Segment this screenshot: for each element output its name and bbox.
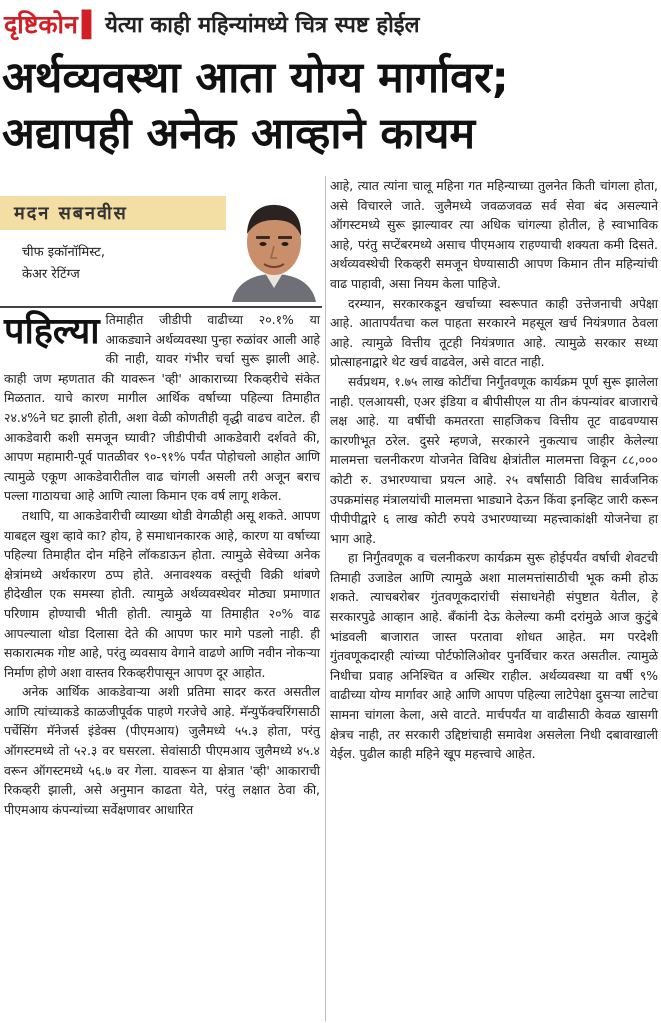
article-column-right (330, 176, 658, 764)
paragraph: सर्वप्रथम, १.७५ लाख कोटींचा निर्गुंतवणूक कार्यक्रम पूर्ण सुरू झालेला नाही. एलआयसी, एअर इंडिया व बीपीसीएल या तीन कंपन्यांवर बाजाराचे लक्ष आहे. या वर्षीची कमतरता साहजिकच वित्तीय तूट वाढवण्यास कारणीभूत ठरेल. दुसरे म्हणजे, सरकारने नुकत्याच जाहीर केलेल्या मालमत्ता चलनीकरण योजनेत विविध क्षेत्रांतील मालमत्ता विकून ८८,००० कोटी रु. उभारण्याचा प्रयत्न आहे. २५ वर्षांसाठी विविध सार्वजनिक उपक्रमांसह मंत्रालयांची मालमत्ता भाड्याने देऊन किंवा इनव्हिट जारी करून पीपीपीद्वारे ६ लाख कोटी रुपये उभारण्याच्या महत्त्वाकांक्षी योजनेचा हा भाग आहे. (330, 373, 658, 546)
paragraph (4, 310, 320, 506)
byline (0, 196, 322, 306)
byline-rule (0, 306, 322, 308)
author-photo (226, 196, 322, 302)
column-divider (325, 176, 326, 1021)
paragraph: अनेक आर्थिक आकडेवाऱ्या अशी प्रतिमा सादर करत असतील आणि त्यांच्याकडे काळजीपूर्वक पाहणे गरजेचे आहे. मॅन्युफॅक्चरिंगसाठी पर्चेसिंग मॅनेजर्स इंडेक्स (पीएमआय) जुलैमध्ये ५५.३ होता, परंतु ऑगस्टमध्ये तो ५२.३ वर घसरला. सेवांसाठी पीएमआय जुलैमध्ये ४५.४ वरून ऑगस्टमध्ये ५६.७ वर गेला. यावरून या क्षेत्रात 'व्ही' आकाराची रिकव्हरी झाली, असे अनुमान काढता येते, परंतु लक्षात ठेवा की, पीएमआय कंपन्यांच्या सर्वेक्षणावर आधारित (4, 684, 320, 817)
article-column-left (4, 310, 320, 819)
subheadline: येत्या काही महिन्यांमध्ये चित्र स्पष्ट होईल (105, 13, 420, 38)
author-name: मदन सबनवीस (0, 196, 238, 230)
headline-line-2: अद्यापही अनेक आव्हाने कायम (2, 109, 476, 159)
drop-cap: पहिल्या (4, 311, 100, 352)
author-title (22, 242, 105, 286)
kicker-row (0, 0, 661, 48)
headline-line-1: अर्थव्यवस्था आता योग्य मार्गावर; (2, 53, 509, 103)
paragraph: तथापि, या आकडेवारीची व्याख्या थोडी वेगळीही असू शकते. आपण याबद्दल खुश व्हावे का? होय, हे समाधानकारक आहे, कारण या वर्षाच्या पहिल्या तिमाहीत दोन महिने लॉकडाऊन होता. त्यामुळे सेवेच्या अनेक क्षेत्रांमध्ये अर्थकारण ठप्प होते. अनावश्यक वस्तूंची विक्री थांबणे हीदेखील एक समस्या होती. त्यामुळे अर्थव्यवस्थेवर मोठ्या प्रमाणात परिणाम होण्याची भीती होती. त्यामुळे या तिमाहीत २०% वाढ आपल्याला थोडा दिलासा देते की आपण फार मागे पडलो नाही. ही सकारात्मक गोष्ट आहे, परंतु व्यवसाय वेगाने वाढणे आणि नवीन नोकऱ्या निर्माण होणे अशा वास्तव रिकव्हरीपासून आपण दूर आहोत. (4, 507, 320, 680)
paragraph: आहे, त्यात त्यांना चालू महिना गत महिन्याच्या तुलनेत किती चांगला होता, असे विचारले जाते. जुलैमध्ये जवळजवळ सर्व सेवा बंद असल्याने ऑगस्टमध्ये सुरू झाल्यावर त्या अधिक चांगल्या होतील, हे स्वाभाविक आहे, परंतु सप्टेंबरमध्ये असाच पीएमआय राहण्याची शक्यता कमी दिसते. अर्थव्यवस्थेची रिकव्हरी समजून घेण्यासाठी आपण किमान तीन महिन्यांची वाढ पाहावी, असा नियम केला पाहिजे. (330, 178, 658, 291)
paragraph: हा निर्गुंतवणूक व चलनीकरण कार्यक्रम सुरू होईपर्यंत वर्षाची शेवटची तिमाही उजाडेल आणि त्यामुळे अशा मालमत्तांसाठीची भूक कमी होऊ शकते. त्याचबरोबर गुंतवणूकदारांची संसाधनेही संपुष्टात येतील, हे सरकारपुढे आव्हान आहे. बँकांनी देऊ केलेल्या कमी दरांमुळे आज कुटुंबे भांडवली बाजारात जास्त परतावा शोधत आहेत. मग परदेशी गुंतवणूकदारही त्यांच्या पोर्टफोलिओवर पुनर्विचार करत असतील. त्यामुळे निधीचा प्रवाह अनिश्चित व अस्थिर राहील. अर्थव्यवस्था या वर्षी ९% वाढीच्या योग्य मार्गावर आहे आणि आपण पहिल्या लाटेपेक्षा दुसऱ्या लाटेचा सामना चांगला केला, असे वाटते. मार्चपर्यंत या वाढीसाठी केवळ खासगी क्षेत्रच नाही, तर सरकारी उद्दिष्टांचाही समावेश असलेला निधी दबावाखाली येईल. पुढील काही महिने खूप महत्त्वाचे आहेत. (330, 550, 658, 762)
author-portrait-icon (226, 196, 322, 302)
headline (2, 50, 659, 162)
author-title-line-2: केअर रेटिंग्ज (22, 267, 80, 282)
kicker-separator: ▌ (81, 9, 102, 39)
author-title-line-1: चीफ इकॉनॉमिस्ट, (22, 245, 105, 260)
paragraph: दरम्यान, सरकारकडून खर्चाच्या स्वरूपात काही उत्तेजनाची अपेक्षा आहे. आतापर्यंतचा कल पाहता सरकारने महसूल खर्च नियंत्रणात ठेवला आहे. त्यामुळे वित्तीय तूटही नियंत्रणात आहे. त्यामुळे सरकार सध्या प्रोत्साहनाद्वारे थेट खर्च वाढवेल, असे वाटत नाही. (330, 295, 658, 370)
section-kicker: दृष्टिकोन (4, 10, 78, 39)
paragraph-text: तिमाहीत जीडीपी वाढीच्या २०.१% या आकड्याने अर्थव्यवस्था पुन्हा रुळांवर आली आहे की नाही, यावर गंभीर चर्चा सुरू झाली आहे. काही जण म्हणतात की यावरून 'व्ही' आकाराच्या रिकव्हरीचे संकेत मिळतात. याचे कारण मागील आर्थिक वर्षाच्या पहिल्या तिमाहीत २४.४%ने घट झाली होती, अशा वेळी कोणतीही वृद्धी वाढच वाटेल. ही आकडेवारी कशी समजून घ्यावी? जीडीपीची आकडेवारी दर्शवते की, आपण महामारी-पूर्व पातळीवर ९०-९१% पर्यंत पोहोचलो आहोत आणि त्यामुळे एकूण आकडेवारीतील वाढ चांगली असली तरी अजून बराच पल्ला गाठायचा आहे आणि त्याला किमान एक वर्ष लागू शकेल. (4, 312, 320, 504)
